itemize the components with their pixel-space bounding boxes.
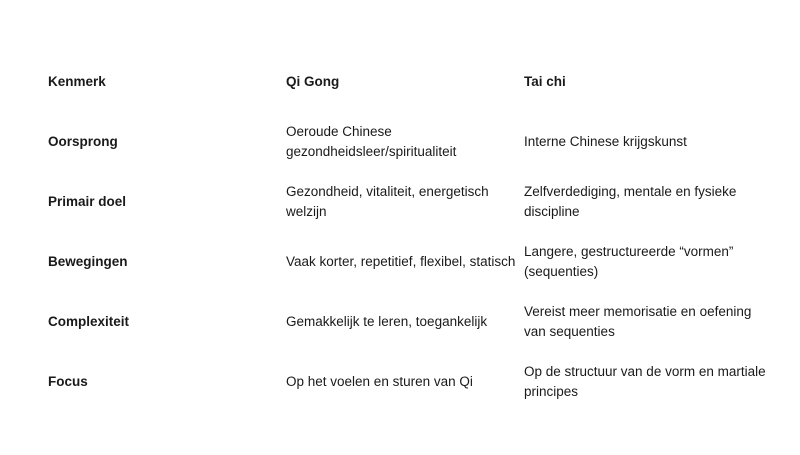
- table-row: [48, 292, 768, 352]
- qi-gong-cell: Gemakkelijk te leren, toegankelijk: [286, 314, 488, 329]
- row-label: Oorsprong: [48, 134, 118, 149]
- qi-gong-cell: Oeroude Chinese gezondheidsleer/spiritualiteit: [286, 124, 457, 159]
- tai-chi-cell: Interne Chinese krijgskunst: [524, 134, 687, 149]
- tai-chi-cell: Zelfverdediging, mentale en fysieke discipline: [524, 184, 737, 219]
- row-label: Focus: [48, 374, 88, 389]
- tai-chi-cell: Vereist meer memorisatie en oefening van sequenties: [524, 304, 752, 339]
- table-row: [48, 172, 768, 232]
- qi-gong-cell: Op het voelen en sturen van Qi: [286, 374, 473, 389]
- tai-chi-cell: Op de structuur van de vorm en martiale principes: [524, 364, 766, 399]
- table-row: [48, 232, 768, 292]
- header-tai-chi: Tai chi: [524, 74, 566, 89]
- table-header-row: [48, 52, 768, 112]
- qi-gong-cell: Vaak korter, repetitief, flexibel, statisch: [286, 254, 516, 269]
- tai-chi-cell: Langere, gestructureerde “vormen” (sequenties): [524, 244, 734, 279]
- row-label: Primair doel: [48, 194, 127, 209]
- table-row: [48, 352, 768, 412]
- qi-gong-cell: Gezondheid, vitaliteit, energetisch welzijn: [286, 184, 489, 219]
- row-label: Bewegingen: [48, 254, 128, 269]
- header-qi-gong: Qi Gong: [286, 74, 340, 89]
- header-kenmerk: Kenmerk: [48, 74, 106, 89]
- table-row: [48, 112, 768, 172]
- comparison-table: [48, 52, 768, 412]
- row-label: Complexiteit: [48, 314, 130, 329]
